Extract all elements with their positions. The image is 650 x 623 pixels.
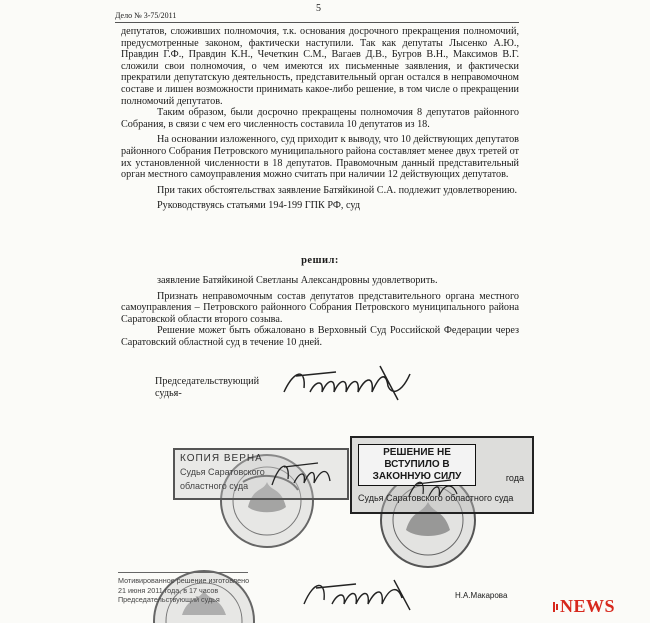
news-watermark: NEWS <box>560 596 616 616</box>
footer-note <box>118 576 249 605</box>
footer-note-line-2: 21 июня 2011 года, в 17 часов <box>118 585 219 595</box>
stamp-right-judge: Судья Саратовского областного суда <box>358 493 514 503</box>
decision-text <box>121 275 519 349</box>
footer-signature-icon <box>298 574 428 614</box>
case-number: Дело № 3-75/2011 <box>115 11 177 20</box>
header-rule <box>115 22 519 23</box>
paragraph-5: Руководствуясь статьями 194-199 ГПК РФ, суд <box>157 200 361 212</box>
paragraph-1: депутатов, сложивших полномочия, т.к. основания досрочного прекращения полномочий, предусмотренные законом, фактически наступили. Так как депутаты Лысенко А.Ю., Правдин Г.Ф., Правдин К.Н., Чечеткин С.М., Вагаев Д.В., Бугров В.Н., Максимов В.Г. сложили свои полномочия, о чем имеются их письменные заявления, и фактически прекратили депутатскую деятельность, представительный орган остался в неправомочном составе и лишен возможности принимать какое-либо решение, в том числе о прекращении полномочий депутатов. <box>121 26 519 107</box>
news-logo-mark-icon <box>553 602 559 612</box>
stamp-left-line-2: Судья Саратовского <box>180 467 265 477</box>
paragraph-4: При таких обстоятельствах заявление Батяйкиной С.А. подлежит удовлетворению. <box>157 184 518 196</box>
judge-signature-icon <box>276 362 426 404</box>
stamp-left-line-1: КОПИЯ ВЕРНА <box>180 453 263 464</box>
presiding-judge-label <box>155 376 259 400</box>
presiding-line-2: судья- <box>155 388 182 399</box>
paragraph-2: Таким образом, были досрочно прекращены полномочия 8 депутатов районного Собрания, в связи с чем его численность составила 10 депутатов из 18. <box>121 107 519 130</box>
presiding-line-1: Председательствующий <box>155 376 260 387</box>
paragraph-3: На основании изложенного, суд приходит к выводу, что 10 действующих депутатов районного Собрания Петровского муниципального района составляет менее двух третей от их установленной численности в 18 депутатов. Правомочным данный представительный орган местного самоуправления можно считать при наличии 12 действующих депутатов. <box>121 134 519 181</box>
page-number: 5 <box>316 3 321 14</box>
stamp-right-title: РЕШЕНИЕ НЕ ВСТУПИЛО В ЗАКОННУЮ СИЛУ <box>358 444 476 486</box>
stamp-right-signature-icon <box>405 474 475 504</box>
decision-heading: решил: <box>301 255 339 266</box>
stamp-left-line-3: областного суда <box>180 481 249 491</box>
clerk-name: Н.А.Макарова <box>455 591 508 600</box>
footer-note-line-1: Мотивированное решение изготовлено <box>118 576 250 585</box>
body-text <box>121 26 519 212</box>
decision-paragraph-2: Признать неправомочным состав депутатов представительного органа местного самоуправления – Петровского районного Собрания Петровского муниципального района Саратовской области второго созыва. <box>121 290 519 325</box>
decision-paragraph-3: Решение может быть обжаловано в Верховный Суд Российской Федерации через Саратовский областной суд в течение 10 дней. <box>121 325 519 348</box>
stamp-signature-icon <box>268 455 338 495</box>
decision-paragraph-1: заявление Батяйкиной Светланы Александровны удовлетворить. <box>157 275 438 286</box>
footer-note-line-3: Председательствующий судья <box>118 595 220 604</box>
stamp-right-year: года <box>505 473 524 483</box>
footer-rule <box>118 572 248 573</box>
